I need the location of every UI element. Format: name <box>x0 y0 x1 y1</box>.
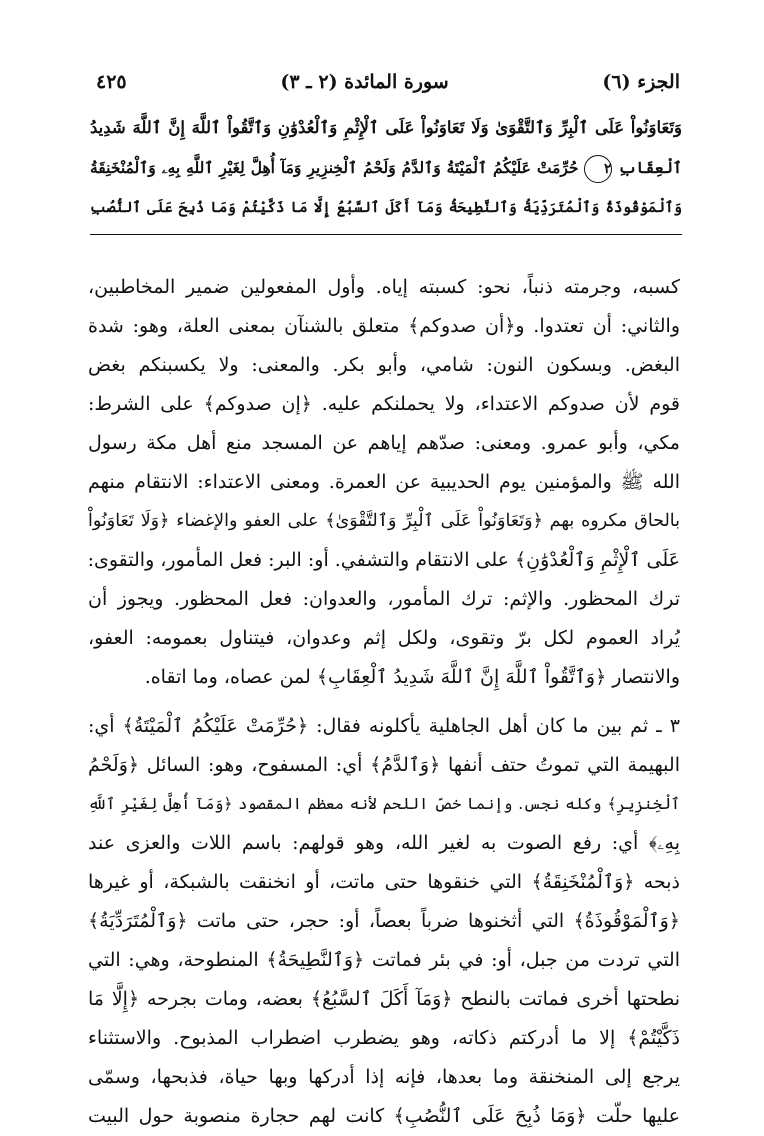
text-line: والثاني: أن تعتدوا. و﴿أن صدوكم﴾ متعلق بالشنآن بمعنى العلة، وهو: شدة <box>88 315 680 337</box>
part-label: الجزء (٦) <box>602 71 680 93</box>
text-line: والانتصار ﴿وَٱتَّقُواْ ٱللَّهَ إِنَّ ٱللَّهَ شَدِيدُ ٱلْعِقَابِ﴾ لمن عصاه، وما اتقاه. <box>144 666 680 688</box>
text-line: كسبه، وجرمته ذنباً، نحو: كسبته إياه. وأول المفعولين ضمير المخاطبين، <box>88 276 680 298</box>
surah-title: سورة المائدة (٢ ـ ٣) <box>280 71 449 93</box>
text-line: ﴿وَٱلْمَوْقُوذَةُ﴾ التي أثخنوها ضرباً بعصاً، أو: حجر، حتى ماتت ﴿وَٱلْمُتَرَدِّيَةُ﴾ <box>88 910 680 932</box>
quran-line <box>90 148 682 188</box>
text-line: ذَكَّيْتُمْ﴾ إلا ما أدركتم ذكاته، وهو يضطرب اضطراب المذبوح. والاستثناء <box>88 1027 680 1049</box>
quran-line: وَتَعَاوَنُواْ عَلَى ٱلْبِرِّ وَٱلتَّقْوَىٰ وَلَا تَعَاوَنُواْ عَلَى ٱلْإِثْمِ وَٱلْعُدْوَٰنِ وَٱتَّقُواْ ٱللَّهَ إِنَّ ٱللَّهَ شَدِيدُ <box>90 118 682 137</box>
text-line: الله ﷺ والمؤمنين يوم الحديبية عن العمرة. ومعنى الاعتداء: الانتقام منهم <box>88 471 680 493</box>
text-line: البغض. وبسكون النون: شامي، وأبو بكر. والمعنى: ولا يكسبنكم بغض <box>88 354 680 376</box>
text-line: بِهِۦ﴾ أي: رفع الصوت به لغير الله، وهو قولهم: باسم اللات والعزى عند <box>88 832 680 854</box>
page-header <box>96 64 680 100</box>
text-line: ٱلْخِنزِيرِ﴾ وكله نجس. وإنما خصّ اللحم لأنه معظم المقصود ﴿وَمَآ أُهِلَّ لِغَيْرِ ٱللَّهِ <box>88 795 680 813</box>
quran-verses <box>90 108 682 235</box>
text-line: نطحتها أخرى فماتت بالنطح ﴿وَمَآ أَكَلَ ٱلسَّبُعُ﴾ بعضه، ومات بجرحه ﴿إِلَّا مَا <box>88 988 680 1010</box>
text-line: يُراد العموم لكل برّ وتقوى، ولكل إثم وعدوان، فيتناول بعمومه: العفو، <box>88 627 680 649</box>
quran-line-part: ٱلْعِقَابِ <box>618 158 683 177</box>
text-line: بالحاق مكروه بهم ﴿وَتَعَاوَنُواْ عَلَى ٱلْبِرِّ وَٱلتَّقْوَىٰ﴾ على العفو والإغضاء ﴿وَلَا تَعَاوَنُواْ <box>88 511 680 531</box>
paragraph-gap <box>88 697 680 707</box>
text-line: البهيمة التي تموتُ حتف أنفها ﴿وَٱلدَّمُ﴾ أي: المسفوح، وهو: السائل ﴿وَلَحْمُ <box>88 754 680 776</box>
quran-line-part: حُرِّمَتْ عَلَيْكُمُ ٱلْمَيْتَةُ وَٱلدَّمُ وَلَحْمُ ٱلْخِنزِيرِ وَمَآ أُهِلَّ لِغَيْرِ ٱللَّهِ بِهِۦ وَٱلْمُنْخَنِقَةُ <box>90 158 579 177</box>
text-line: ترك المحظور. والإثم: ترك المأمور، والعدوان: فعل المحظور. ويجوز أن <box>88 588 680 610</box>
ayah-number-marker: ٢ <box>584 155 612 183</box>
text-line: مكي، وأبو عمرو. ومعنى: صدّهم إياهم عن المسجد منع أهل مكة رسول <box>88 432 680 454</box>
text-line: قوم لأن صدوكم الاعتداء، ولا يحملنكم عليه. ﴿إن صدوكم﴾ على الشرط: <box>88 393 680 415</box>
quran-line: وَٱلْمَوْقُوذَةُ وَٱلْمُتَرَدِّيَةُ وَٱلنَّطِيحَةُ وَمَآ أَكَلَ ٱلسَّبُعُ إِلَّا مَا ذَكَّيْتُمْ وَمَا ذُبِحَ عَلَى ٱلنُّصُبِ <box>90 199 682 216</box>
page-number: ٤٢٥ <box>96 71 127 93</box>
text-line: عَلَى ٱلْإِثْمِ وَٱلْعُدْوَٰنِ﴾ على الانتقام والتشفي. أو: البر: فعل المأمور، والتقوى: <box>88 549 680 571</box>
text-line: ذبحه ﴿وَٱلْمُنْخَنِقَةُ﴾ التي خنقوها حتى ماتت، أو انخنقت بالشبكة، أو غيرها <box>88 871 680 893</box>
text-line: عليها حلّت ﴿وَمَا ذُبِحَ عَلَى ٱلنُّصُبِ﴾ كانت لهم حجارة منصوبة حول البيت <box>88 1105 680 1127</box>
tafsir-text <box>88 268 680 1136</box>
text-line: يرجع إلى المنخنقة وما بعدها، فإنه إذا أدركها وبها حياة، فذبحها، وسمّى <box>88 1066 680 1088</box>
text-line: ٣ ـ ثم بين ما كان أهل الجاهلية يأكلونه فقال: ﴿حُرِّمَتْ عَلَيْكُمُ ٱلْمَيْتَةُ﴾ أي: <box>88 715 680 737</box>
text-line: التي تردت من جبل، أو: في بئر فماتت ﴿وَٱلنَّطِيحَةُ﴾ المنطوحة، وهي: التي <box>88 949 680 971</box>
